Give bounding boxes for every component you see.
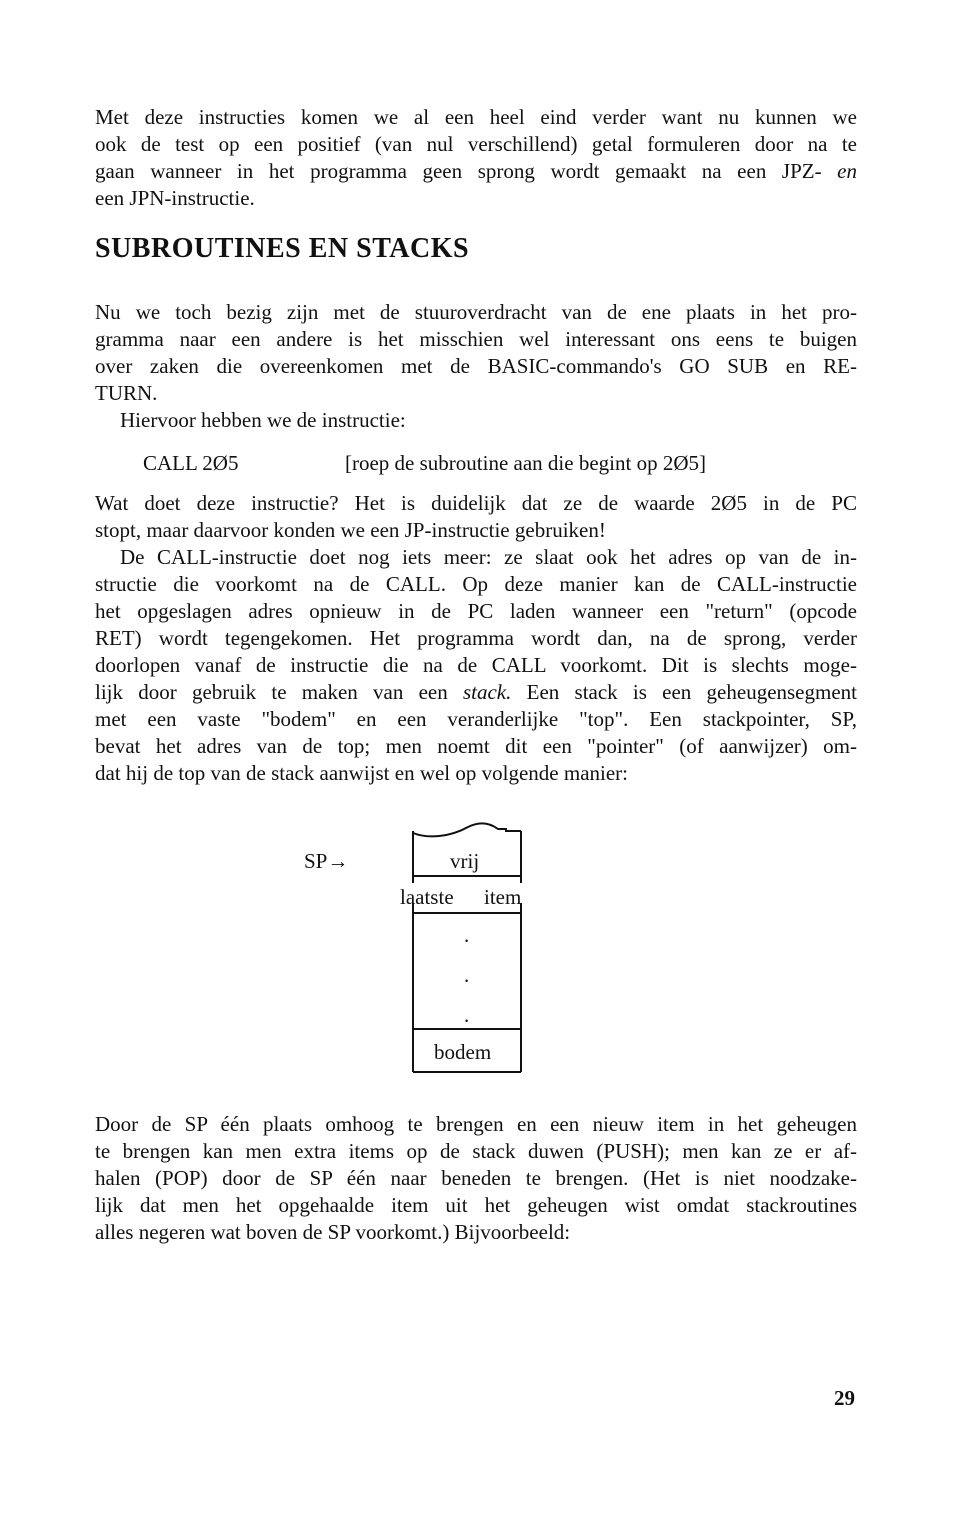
paragraph-intro: [95, 104, 857, 212]
paragraph-question: [95, 490, 857, 544]
text-line: De CALL-instructie doet nog iets meer: ze slaat ook het adres op van de in-: [120, 545, 857, 569]
paragraph-push-pop: [95, 1111, 857, 1246]
paragraph-subroutines: [95, 299, 857, 407]
text-line: structie die voorkomt na de CALL. Op deze manier kan de CALL-instructie: [95, 572, 857, 596]
text-line: het opgeslagen adres opnieuw in de PC laden wanneer een "return" (opcode: [95, 599, 857, 623]
text-line: RET) wordt tegengekomen. Het programma wordt dan, na de sprong, verder: [95, 626, 857, 650]
stack-last-item-label: laatste: [400, 885, 454, 909]
code-instruction: CALL 2Ø5: [143, 451, 239, 475]
text-line: gramma naar een andere is het misschien wel interessant ons eens te buigen: [95, 327, 857, 351]
stack-last-item-label-2: item: [484, 885, 522, 909]
stack-free-cell: vrij: [450, 849, 480, 873]
text-line: Hiervoor hebben we de instructie:: [120, 408, 406, 432]
code-example: [143, 450, 706, 477]
section-heading: SUBROUTINES EN STACKS: [95, 233, 470, 264]
italic-emphasis: stack.: [462, 680, 512, 704]
text-line: bevat het adres van de top; men noemt dit een "pointer" (of aanwijzer) om-: [95, 734, 857, 758]
stack-bottom-cell: bodem: [434, 1040, 492, 1064]
text-line: doorlopen vanaf de instructie die na de CALL voorkomt. Dit is slechts moge-: [95, 653, 857, 677]
text-line: ook de test op een positief (van nul verschillend) getal formuleren door na te: [95, 132, 857, 156]
text-line: lijk door gebruik te maken van een stack. Een stack is een geheugensegment: [95, 680, 857, 704]
stack-pointer-label: SP→: [304, 849, 349, 873]
text-line: over zaken die overeenkomen met de BASIC-commando's GO SUB en RE-: [95, 354, 857, 378]
paragraph-instruction-intro: [95, 407, 857, 434]
text-line: lijk dat men het opgehaalde item uit het geheugen wist omdat stackroutines: [95, 1193, 857, 1217]
stack-diagram: [300, 815, 540, 1080]
text-line: Wat doet deze instructie? Het is duidelijk dat ze de waarde 2Ø5 in de PC: [95, 491, 857, 515]
text-line: te brengen kan men extra items op de stack duwen (PUSH); men kan ze er af-: [95, 1139, 857, 1163]
text-line: Nu we toch bezig zijn met de stuuroverdracht van de ene plaats in het pro-: [95, 300, 857, 324]
text-line: Met deze instructies komen we al een heel eind verder want nu kunnen we: [95, 105, 857, 129]
text-line: dat hij de top van de stack aanwijst en wel op volgende manier:: [95, 761, 629, 785]
italic-emphasis: en: [837, 159, 857, 183]
page-number: 29: [834, 1386, 855, 1410]
paragraph-call-explanation: [95, 544, 857, 787]
text-line: halen (POP) door de SP één naar beneden te brengen. (Het is niet noodzake-: [95, 1166, 857, 1190]
text-line: alles negeren wat boven de SP voorkomt.) Bijvoorbeeld:: [95, 1220, 571, 1244]
text-line: met een vaste "bodem" en een veranderlijke "top". Een stackpointer, SP,: [95, 707, 857, 731]
text-line: gaan wanneer in het programma geen sprong wordt gemaakt na een JPZ- en: [95, 159, 857, 183]
text-line: een JPN-instructie.: [95, 186, 255, 210]
stack-ellipsis-dot: .: [464, 1003, 470, 1027]
text-line: Door de SP één plaats omhoog te brengen en een nieuw item in het geheugen: [95, 1112, 857, 1136]
stack-ellipsis-dot: .: [464, 963, 470, 987]
stack-ellipsis-dot: .: [464, 923, 470, 947]
text-line: TURN.: [95, 381, 158, 405]
code-comment: [roep de subroutine aan die begint op 2Ø5]: [345, 451, 706, 475]
text-line: stopt, maar daarvoor konden we een JP-instructie gebruiken!: [95, 518, 606, 542]
